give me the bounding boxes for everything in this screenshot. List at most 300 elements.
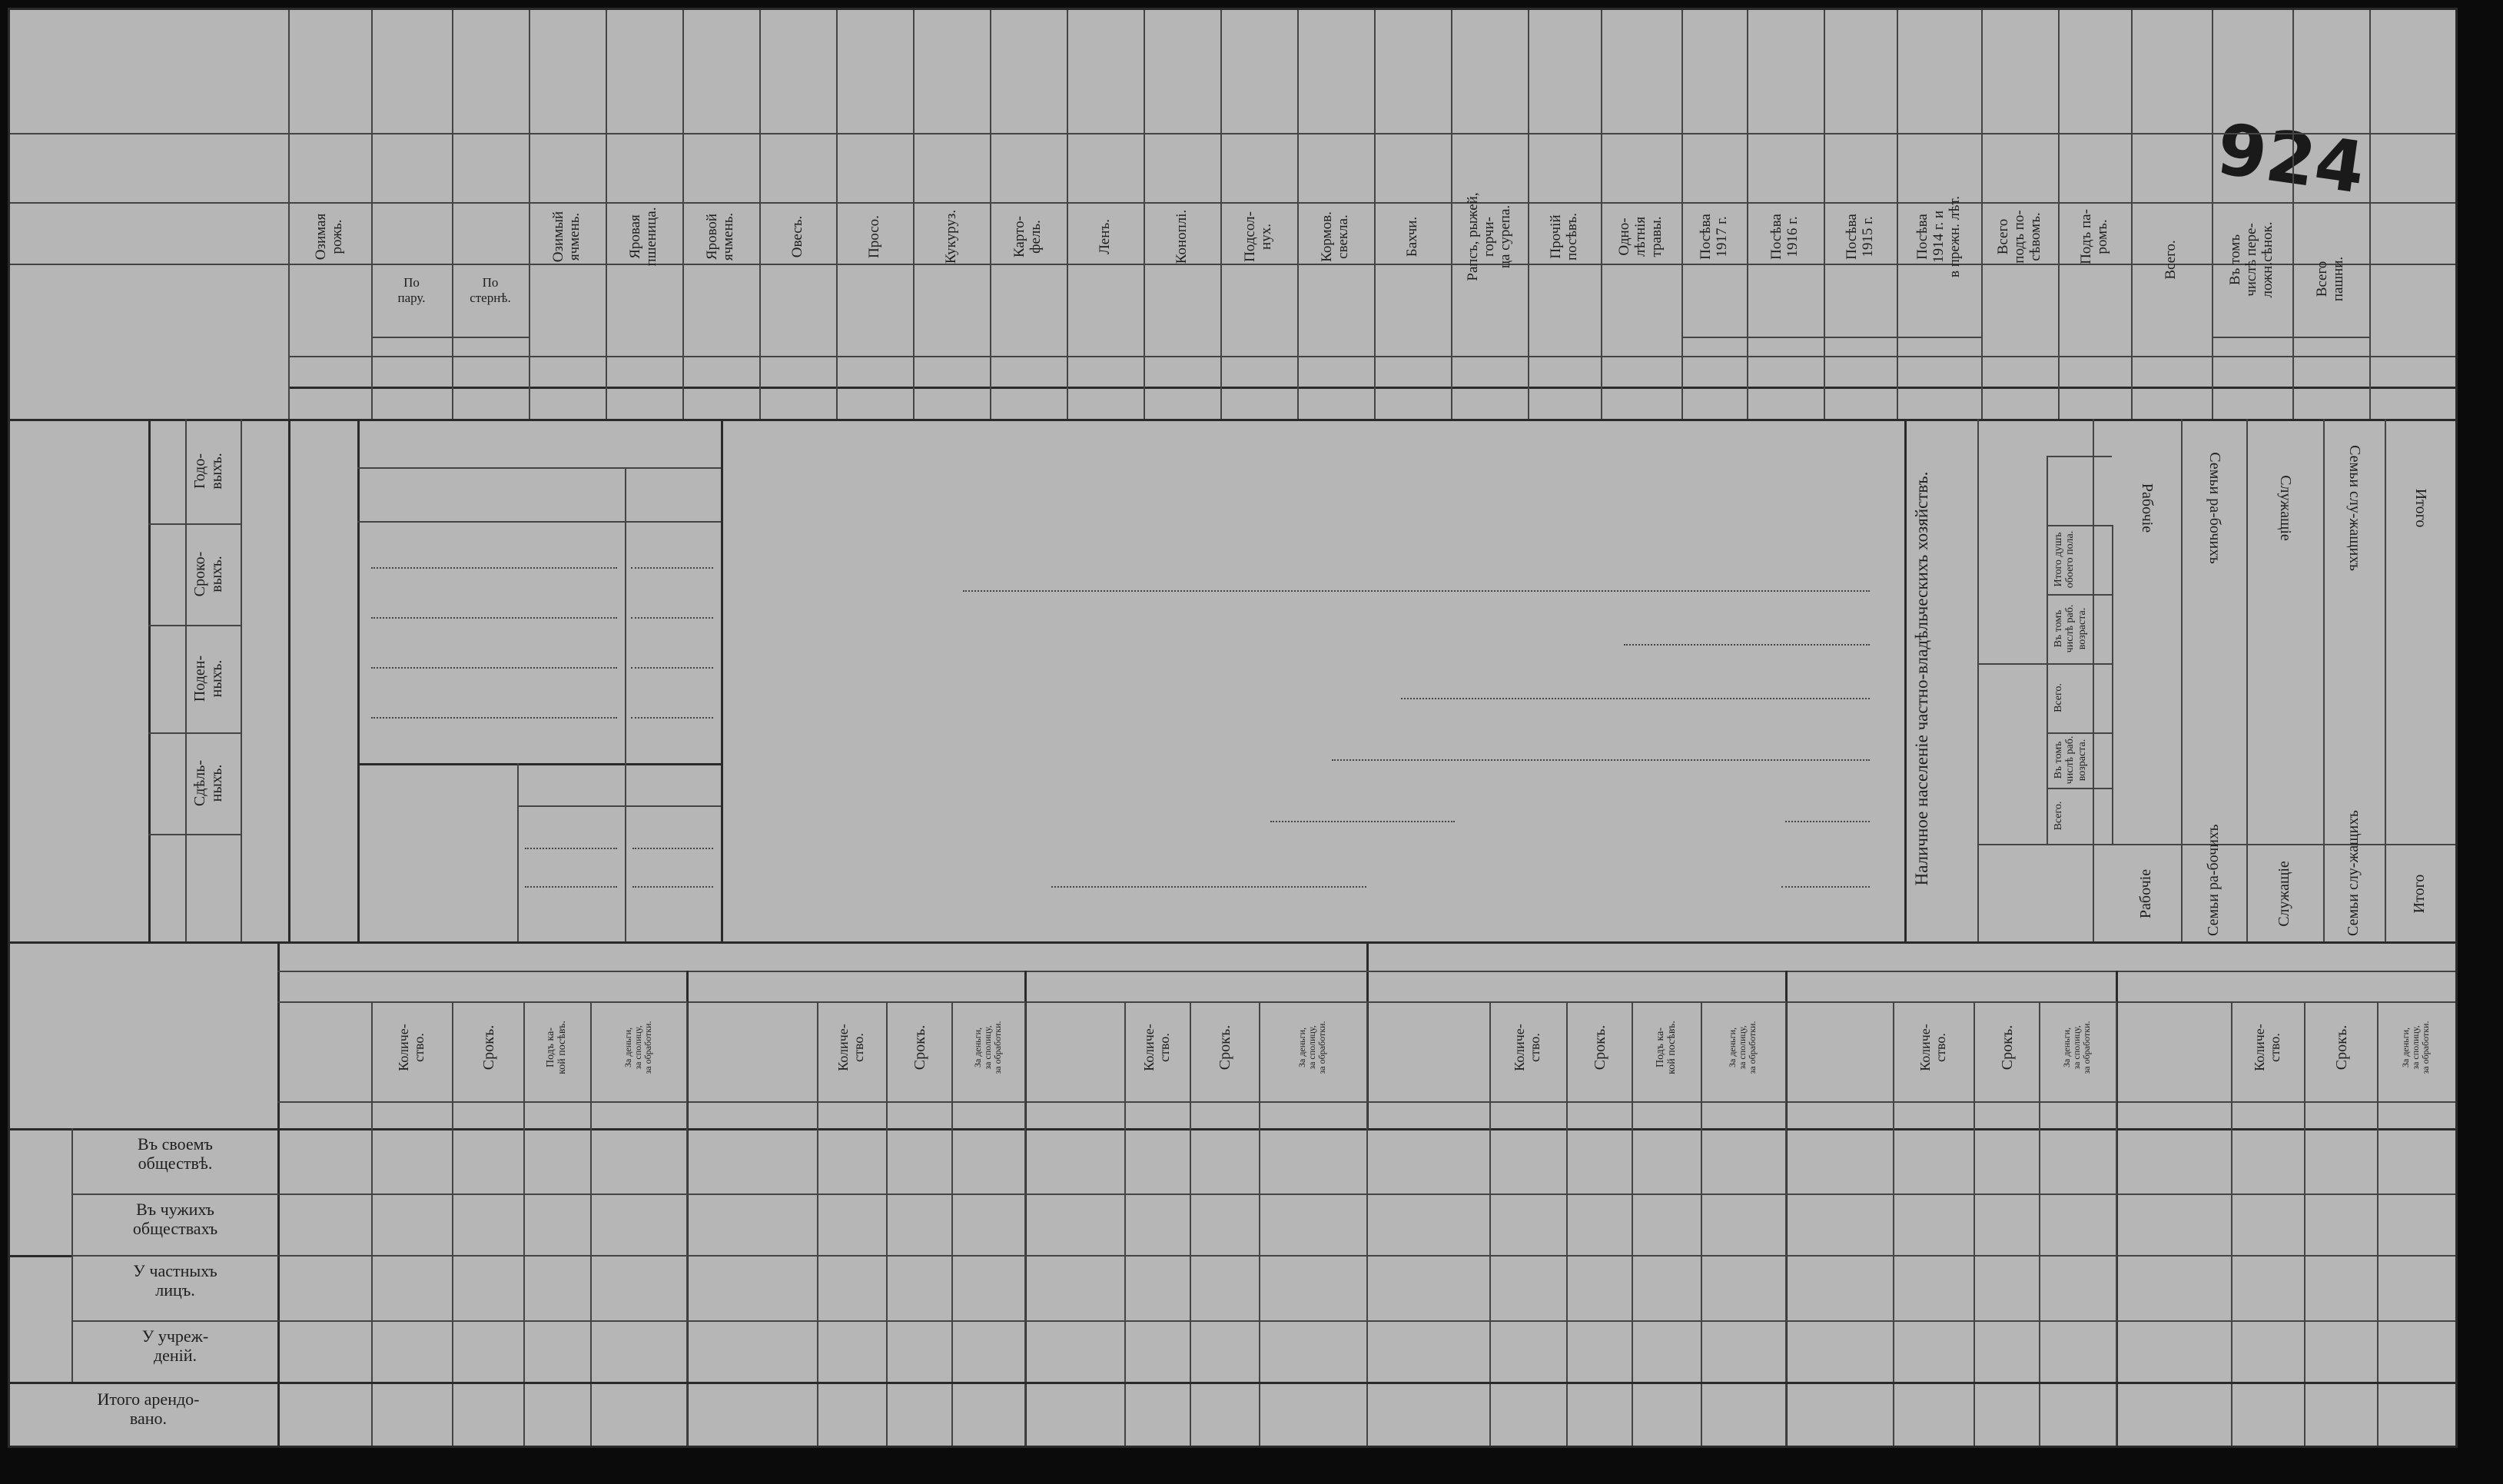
label-line: Яровая: [627, 214, 643, 259]
rule-line: [357, 763, 721, 765]
label-line: Наличное населеніе частно-владѣльческихъ хозяйствъ.: [1912, 471, 1931, 886]
label-line: Итого душъ: [2053, 532, 2064, 587]
rule-line: [1297, 10, 1299, 419]
rotated-column-label: [191, 632, 225, 725]
rule-line: [1977, 419, 1979, 941]
rotated-column-label: [1297, 1005, 1328, 1090]
rule-line: [2047, 732, 2112, 734]
label-line: Въ томъ: [2227, 234, 2243, 286]
rule-line: [288, 419, 290, 941]
rule-line: [1897, 10, 1898, 419]
label-line: подъ по-: [2010, 210, 2027, 264]
label-line: Рапсъ, рыжей,: [1464, 192, 1481, 281]
label-line: числѣ раб.: [2064, 604, 2076, 653]
label-line: За деньги,: [2061, 1028, 2073, 1068]
rule-line: [1366, 1001, 1368, 1446]
rotated-column-label: [1142, 1005, 1173, 1090]
rule-line: [1747, 10, 1748, 419]
label-line: ложн.сѣнок.: [2259, 221, 2276, 298]
rotated-column-label: [1918, 1005, 1949, 1090]
label-line: Поден-: [191, 655, 208, 702]
rule-line: [1374, 10, 1376, 419]
label-line: в прежн. лѣт.: [1946, 195, 1963, 278]
rule-line: [2112, 525, 2113, 844]
rule-line: [682, 10, 684, 419]
label-line: вано.: [129, 1409, 168, 1429]
dotted-fill-line: [1270, 821, 1455, 822]
rotated-column-label: [1012, 141, 1044, 333]
label-line: Посѣва: [1843, 214, 1860, 260]
dotted-fill-line: [371, 667, 617, 669]
label-line: 1917 г.: [1713, 216, 1730, 257]
rule-line: [1220, 10, 1222, 419]
label-line: За деньги,: [2400, 1028, 2412, 1068]
rule-line: [10, 419, 2455, 421]
label-line: Озимая: [313, 213, 329, 261]
rule-line: [1528, 10, 1529, 419]
label-line: за обработки.: [642, 1021, 654, 1074]
rotated-column-label: [1655, 1005, 1678, 1090]
label-line: У учреж-: [141, 1326, 209, 1346]
label-line: Кукуруз.: [942, 209, 959, 264]
rule-line: [10, 1255, 71, 1257]
label-line: По: [482, 275, 499, 290]
rule-line: [1981, 10, 1983, 419]
label-line: за обработки.: [1747, 1021, 1758, 1074]
label-line: за сполицу,: [2410, 1025, 2422, 1070]
rotated-column-label: [1728, 1005, 1758, 1090]
label-line: обоего пола.: [2064, 530, 2076, 589]
dotted-fill-line: [371, 617, 617, 619]
term-label: Срокъ.: [480, 1024, 497, 1071]
column-label: [452, 275, 529, 305]
rotated-column-label: [1405, 141, 1421, 333]
label-line: Всего: [2314, 261, 2330, 297]
rotated-column-label: [191, 740, 225, 826]
label-line: ромъ.: [2093, 219, 2110, 254]
label-line: 1915 г.: [1859, 216, 1876, 257]
label-line: Подъ ка-: [545, 1027, 557, 1068]
rule-line: [2323, 419, 2325, 941]
label-line: лѣтнія: [1632, 216, 1648, 257]
label-line: обществахъ: [132, 1219, 218, 1239]
rotated-column-label: [2053, 528, 2076, 591]
label-line: стернѣ.: [470, 290, 511, 305]
label-line: Подъ па-: [2077, 209, 2094, 264]
rule-line: [1190, 1001, 1191, 1446]
rule-line: [2047, 456, 2048, 844]
dotted-fill-line: [525, 886, 617, 888]
rule-line: [1144, 10, 1145, 419]
rotated-column-label: [314, 141, 346, 333]
rule-line: [10, 941, 2455, 944]
rotated-column-label: [2053, 791, 2064, 841]
rule-line: [1785, 1001, 1787, 1446]
rotated-column-label: [2079, 141, 2111, 333]
label-line: Посѣва: [1697, 214, 1714, 260]
rule-line: [1977, 844, 2112, 845]
label-line: ныхъ.: [208, 659, 225, 698]
dotted-fill-line: [631, 717, 713, 719]
label-line: за обработки.: [2420, 1021, 2432, 1074]
rule-line: [2369, 10, 2371, 419]
rule-line: [1024, 1001, 1026, 1446]
rule-line: [452, 10, 453, 419]
label-line: кой посѣвъ.: [556, 1021, 569, 1074]
rotated-column-label: [2062, 1005, 2093, 1090]
label-line: пшеница.: [642, 207, 659, 267]
rotated-column-label: [2053, 735, 2088, 785]
label-line: Прочій: [1547, 214, 1564, 259]
dotted-fill-line: [1051, 886, 1366, 888]
rule-line: [913, 10, 915, 419]
rule-line: [1124, 1001, 1126, 1446]
label-line: Сдѣль-: [191, 759, 208, 807]
rule-line: [1974, 1001, 1975, 1446]
rotated-column-label: [1549, 141, 1581, 333]
label-line: сѣвомъ.: [2027, 212, 2043, 261]
rotated-column-label: [2163, 187, 2179, 333]
rotated-column-label: [705, 141, 737, 333]
dotted-fill-line: [963, 590, 1870, 592]
rotated-column-label: [628, 141, 660, 333]
label-line: Бахчи.: [1403, 216, 1420, 257]
row-label: [71, 1326, 279, 1366]
label-line: лицъ.: [155, 1280, 195, 1300]
row-label: [71, 1261, 279, 1300]
staff-col-label-bottom: Семьи ра-бочихъ: [2204, 824, 2222, 936]
rotated-column-label: [836, 1005, 867, 1090]
rule-line: [759, 10, 761, 419]
label-line: ныхъ.: [208, 764, 225, 802]
rotated-column-label: [191, 427, 225, 516]
staff-col-label-top: Служащіе: [2277, 475, 2294, 541]
staff-col-label-bottom: Итого: [2411, 874, 2428, 914]
rotated-column-label: [1844, 141, 1877, 333]
rule-line: [71, 1194, 2455, 1195]
rotated-column-label: [191, 531, 225, 617]
rule-line: [71, 1255, 2455, 1257]
rule-line: [357, 419, 360, 941]
rotated-column-label: [2228, 187, 2276, 333]
staff-col-label-top: Семьи слу-жащихъ: [2346, 445, 2363, 571]
staff-col-label-top: Итого: [2412, 488, 2429, 528]
dotted-fill-line: [371, 567, 617, 569]
rule-line: [2385, 419, 2386, 941]
rotated-column-label: [623, 1005, 654, 1090]
staff-col-label-bottom: Служащіе: [2276, 861, 2292, 927]
rule-line: [357, 521, 721, 523]
dotted-fill-line: [632, 886, 713, 888]
rotated-column-label: [1174, 141, 1190, 333]
rule-line: [10, 133, 2455, 134]
rule-line: [2131, 10, 2133, 419]
dotted-fill-line: [1624, 644, 1870, 646]
label-line: Всего.: [2163, 240, 2179, 280]
rule-line: [71, 1320, 2455, 1322]
rule-line: [2292, 10, 2294, 419]
label-line: за обработки.: [2081, 1021, 2093, 1074]
rule-line: [1701, 1001, 1702, 1446]
rule-line: [517, 805, 721, 807]
rotated-column-label: [1698, 141, 1731, 333]
row-label: [71, 1134, 279, 1174]
dotted-fill-line: [1785, 821, 1870, 822]
rotated-column-label: [2053, 597, 2088, 660]
rule-line: [2231, 1001, 2232, 1446]
total-leased-label: [25, 1389, 271, 1429]
label-line: Подсол-: [1242, 211, 1258, 262]
dotted-fill-line: [632, 848, 713, 849]
label-line: ство.: [1526, 1033, 1542, 1062]
rotated-column-label: [1769, 141, 1801, 333]
label-line: нух.: [1257, 224, 1274, 250]
rule-line: [817, 1001, 818, 1446]
rule-line: [2047, 456, 2112, 457]
rule-line: [2058, 10, 2060, 419]
staff-col-label-top: Рабочіе: [2139, 483, 2156, 533]
rotated-column-label: [867, 141, 883, 333]
rule-line: [529, 10, 530, 419]
label-line: Всего.: [2053, 683, 2064, 712]
label-line: Всего.: [2053, 801, 2064, 831]
page-number-stamp: 924: [2212, 108, 2370, 210]
rule-line: [1632, 1001, 1633, 1446]
label-line: выхъ.: [208, 556, 225, 593]
term-label: Срокъ.: [2332, 1024, 2350, 1071]
label-line: Въ чужихъ: [136, 1200, 214, 1219]
label-line: за обработки.: [992, 1021, 1004, 1074]
label-line: ство.: [410, 1033, 427, 1062]
label-line: Ленъ.: [1096, 219, 1113, 254]
dotted-fill-line: [1332, 759, 1870, 761]
label-line: Въ томъ: [2053, 609, 2064, 648]
label-line: Въ своемъ: [138, 1134, 213, 1154]
rule-line: [288, 387, 2455, 389]
label-line: за сполицу,: [1306, 1025, 1318, 1070]
rule-line: [2181, 419, 2183, 941]
rotated-column-label: [1915, 141, 1964, 333]
dotted-fill-line: [1401, 698, 1870, 699]
rule-line: [2304, 1001, 2305, 1446]
label-line: Подъ ка-: [1654, 1027, 1666, 1068]
rule-line: [10, 1382, 2455, 1384]
label-line: за обработки.: [1316, 1021, 1328, 1074]
dotted-fill-line: [631, 617, 713, 619]
label-line: Годо-: [191, 453, 208, 490]
label-line: ство.: [850, 1033, 866, 1062]
label-line: Коноплі.: [1173, 209, 1190, 264]
rule-line: [277, 971, 2455, 972]
rule-line: [1067, 10, 1068, 419]
rule-line: [357, 467, 721, 469]
rotated-column-label: [1996, 141, 2044, 333]
label-line: Количе-: [1140, 1024, 1157, 1071]
label-line: За деньги,: [622, 1028, 633, 1068]
rule-line: [452, 1001, 453, 1446]
rotated-column-label: [973, 1005, 1004, 1090]
label-line: 1916 г.: [1784, 216, 1801, 257]
rotated-column-label: [1243, 141, 1275, 333]
rule-line: [523, 1001, 525, 1446]
rotated-column-label: [2315, 206, 2347, 352]
label-line: травы.: [1648, 216, 1665, 257]
rule-line: [1824, 10, 1825, 419]
rule-line: [590, 1001, 592, 1446]
label-line: за сполицу,: [1737, 1025, 1748, 1070]
label-line: ство.: [1156, 1033, 1172, 1062]
term-label: Срокъ.: [911, 1024, 928, 1071]
rule-line: [1566, 1001, 1568, 1446]
rule-line: [1259, 1001, 1260, 1446]
rotated-column-label: [1466, 141, 1514, 333]
rotated-column-label: [397, 1005, 427, 1090]
label-line: По: [403, 275, 420, 290]
rule-line: [148, 834, 241, 835]
label-line: обществѣ.: [138, 1154, 213, 1174]
label-line: Просо.: [865, 215, 882, 258]
staff-col-label-bottom: Рабочіе: [2137, 868, 2154, 919]
label-line: возраста.: [2076, 607, 2088, 650]
rule-line: [148, 523, 241, 525]
rule-line: [148, 625, 241, 626]
rule-line: [990, 10, 991, 419]
label-line: за сполицу,: [2071, 1025, 2083, 1070]
rotated-column-label: [790, 141, 806, 333]
rule-line: [1489, 1001, 1491, 1446]
label-line: свекла.: [1334, 214, 1351, 259]
label-line: Количе-: [2251, 1024, 2267, 1071]
label-line: ячмень.: [719, 212, 736, 261]
label-line: пару.: [397, 290, 426, 305]
column-label: [371, 275, 452, 305]
staff-col-label-top: Семьи ра-бочихъ: [2206, 452, 2223, 564]
rule-line: [836, 10, 838, 419]
label-line: Сроко-: [191, 551, 208, 597]
dotted-fill-line: [1781, 886, 1870, 888]
rule-line: [371, 1001, 373, 1446]
label-line: Яровой: [704, 213, 720, 261]
label-line: деній.: [153, 1346, 198, 1366]
rule-line: [2112, 844, 2455, 845]
label-line: Въ томъ: [2053, 741, 2064, 779]
label-line: Количе-: [395, 1024, 411, 1071]
label-line: Кормов.: [1319, 211, 1335, 262]
rule-line: [1893, 1001, 1894, 1446]
label-line: У частныхъ: [133, 1261, 217, 1280]
rotated-column-label: [2053, 666, 2064, 729]
label-line: горчи-: [1480, 217, 1497, 257]
label-line: числѣ раб.: [2064, 735, 2076, 785]
label-line: За деньги,: [1296, 1028, 1308, 1068]
rule-line: [2039, 1001, 2040, 1446]
label-line: посѣвъ.: [1563, 213, 1580, 261]
label-line: Всего: [1994, 218, 2011, 255]
rule-line: [2116, 1001, 2117, 1446]
rule-line: [886, 1001, 888, 1446]
rule-line: [148, 732, 241, 734]
label-line: Одно-: [1616, 217, 1632, 256]
rotated-column-label: [551, 141, 583, 333]
label-line: Озимый: [550, 211, 566, 263]
label-line: Количе-: [1512, 1024, 1528, 1071]
label-line: за сполицу,: [632, 1025, 643, 1070]
row-label: [71, 1200, 279, 1239]
rule-line: [1904, 419, 1907, 941]
rule-line: [951, 1001, 953, 1446]
rotated-column-label: [545, 1005, 569, 1090]
rule-line: [686, 1001, 688, 1446]
rule-line: [606, 10, 607, 419]
rule-line: [2093, 419, 2094, 941]
rotated-column-label: [944, 141, 960, 333]
rule-line: [2047, 788, 2112, 789]
staff-col-label-bottom: Семьи слу-жащихъ: [2345, 810, 2362, 936]
rule-line: [1601, 10, 1602, 419]
rule-line: [2047, 663, 2112, 665]
rule-line: [185, 419, 187, 941]
label-line: возраста.: [2076, 739, 2088, 782]
label-line: За деньги,: [971, 1028, 983, 1068]
rule-line: [10, 1128, 2455, 1130]
census-form-sheet: [8, 8, 2458, 1448]
rotated-column-label: [1320, 141, 1352, 333]
rotated-column-label: [1097, 141, 1114, 333]
label-line: ячмень.: [566, 212, 583, 261]
rule-line: [2047, 594, 2112, 596]
label-line: фель.: [1027, 220, 1044, 254]
rotated-column-label: [2401, 1005, 2432, 1090]
rule-line: [2377, 1001, 2379, 1446]
label-line: ство.: [1932, 1033, 1948, 1062]
rotated-column-label: [1617, 141, 1665, 333]
rule-line: [721, 419, 723, 941]
term-label: Срокъ.: [1591, 1024, 1608, 1071]
term-label: Срокъ.: [1998, 1024, 2016, 1071]
rule-line: [241, 419, 242, 941]
dotted-fill-line: [631, 567, 713, 569]
label-line: за сполицу,: [981, 1025, 993, 1070]
rule-line: [1451, 10, 1452, 419]
rule-line: [625, 467, 626, 763]
label-line: числѣ пере-: [2242, 223, 2259, 297]
label-line: Карто-: [1011, 216, 1027, 257]
label-line: Посѣва: [1914, 214, 1930, 260]
rotated-column-label: [2252, 1005, 2283, 1090]
dotted-fill-line: [371, 717, 617, 719]
label-line: Посѣва: [1768, 214, 1784, 260]
rule-line: [371, 10, 373, 419]
rule-line: [1681, 10, 1683, 419]
rule-line: [517, 763, 519, 941]
label-line: пашни.: [2329, 256, 2346, 302]
rule-line: [2212, 10, 2213, 419]
dotted-fill-line: [631, 667, 713, 669]
rule-line: [148, 419, 151, 941]
rule-line: [288, 10, 290, 419]
label-line: Овесъ.: [788, 215, 805, 258]
label-line: выхъ.: [208, 453, 225, 490]
rule-line: [2047, 525, 2112, 526]
rule-line: [288, 356, 2455, 357]
label-line: Итого арендо-: [97, 1389, 200, 1409]
dotted-fill-line: [525, 848, 617, 849]
rotated-column-label: [1912, 425, 1931, 932]
label-line: ца сурепа.: [1496, 204, 1513, 269]
label-line: кой посѣвъ.: [1665, 1021, 1678, 1074]
label-line: Количе-: [1917, 1024, 1933, 1071]
label-line: Количе-: [835, 1024, 851, 1071]
